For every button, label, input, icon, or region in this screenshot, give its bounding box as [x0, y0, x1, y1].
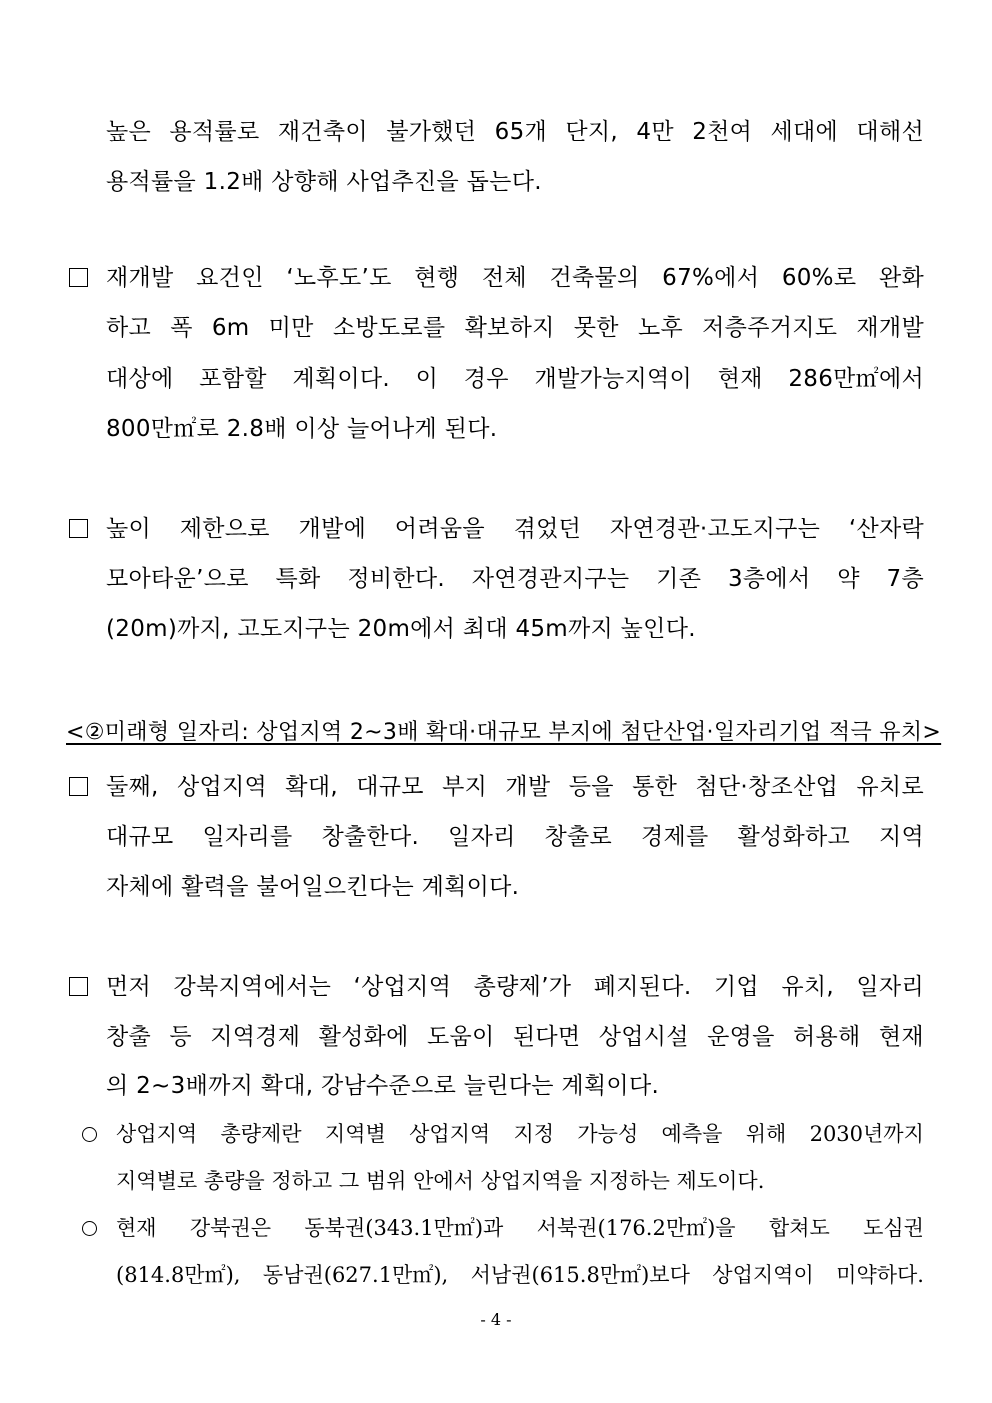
word: 일자리	[856, 974, 924, 1000]
height-line-2	[106, 564, 924, 594]
word: 2천여	[692, 119, 753, 145]
intro-line-1	[106, 117, 924, 147]
redevelopment-line-3	[106, 364, 924, 394]
jobs-line-2	[106, 822, 924, 852]
word: 노후	[637, 315, 684, 341]
word: 위해	[745, 1122, 787, 1146]
word: 재건축이	[277, 119, 368, 145]
word: 창출로	[544, 824, 613, 850]
word: 기존	[656, 566, 702, 592]
word: 재개발	[856, 315, 924, 341]
word: 완화	[878, 265, 924, 291]
word: 불가했던	[386, 119, 477, 145]
word: 저층주거지도	[702, 315, 838, 341]
word: 대상에	[106, 366, 174, 392]
word: 폭	[170, 315, 193, 341]
redevelopment-line-4: 800만㎡로 2.8배 이상 늘어나게 된다.	[106, 416, 498, 442]
word: 총량제란	[220, 1122, 302, 1146]
word: 운영을	[707, 1024, 775, 1050]
word: 포함할	[199, 366, 267, 392]
word: 통한	[632, 774, 678, 800]
page-number: - 4 -	[480, 1310, 512, 1329]
jobs-line-1	[106, 772, 924, 802]
word: 첨단·창조산업	[695, 774, 839, 800]
word: (814.8만㎡),	[116, 1263, 241, 1287]
word: 세대에	[770, 119, 839, 145]
word: 겪었던	[513, 516, 582, 542]
word: 상업지역	[116, 1122, 198, 1146]
word: 현재	[717, 366, 763, 392]
word: 이	[415, 366, 439, 392]
word: 어려움을	[394, 516, 485, 542]
word: 유치,	[781, 974, 834, 1000]
word: 약	[837, 566, 860, 592]
word: 못한	[573, 315, 619, 341]
word: 폐지된다.	[593, 974, 692, 1000]
word: 확대,	[285, 774, 338, 800]
word: 대규모	[356, 774, 424, 800]
word: 65개	[494, 119, 548, 145]
word: 기업	[713, 974, 759, 1000]
word: 자연경관지구는	[471, 566, 630, 592]
word: ‘산자락	[848, 516, 924, 542]
word: 지정	[513, 1122, 555, 1146]
word: 건축물의	[549, 265, 640, 291]
word: 총량제’가	[473, 974, 572, 1000]
word: 정비한다.	[347, 566, 445, 592]
word: 높이	[106, 516, 152, 542]
word: 286만㎡에서	[788, 366, 924, 392]
checkbox-bullet	[69, 777, 88, 796]
checkbox-bullet	[69, 268, 88, 287]
word: 허용해	[793, 1024, 861, 1050]
intro-line-2: 용적률을 1.2배 상향해 사업추진을 돕는다.	[106, 169, 542, 195]
word: 강북지역에서는	[173, 974, 332, 1000]
word: 현재	[878, 1024, 924, 1050]
word: 개발가능지역이	[534, 366, 693, 392]
word: 지역경제	[210, 1024, 301, 1050]
height-line-1	[106, 514, 924, 544]
word: 높은	[106, 119, 152, 145]
word: 창출	[106, 1024, 152, 1050]
word: 현행	[414, 265, 460, 291]
redevelopment-line-1	[106, 263, 924, 293]
word: 확보하지	[464, 315, 555, 341]
word: 미만	[268, 315, 314, 341]
gangbuk-line-3: 의 2~3배까지 확대, 강남수준으로 늘린다는 계획이다.	[106, 1073, 660, 1099]
word: 요건인	[196, 265, 264, 291]
word: 가능성	[577, 1122, 639, 1146]
subtotal-line-2: 지역별로 총량을 정하고 그 범위 안에서 상업지역을 지정하는 제도이다.	[116, 1169, 765, 1193]
word: 일자리를	[202, 824, 293, 850]
word: 하고	[106, 315, 152, 341]
word: 특화	[275, 566, 321, 592]
word: 상업지역	[176, 774, 268, 800]
subtotal-line-1	[116, 1119, 924, 1149]
word: 활성화하고	[737, 824, 851, 850]
word: 모아타운’으로	[106, 566, 249, 592]
jobs-line-3: 자체에 활력을 불어일으킨다는 계획이다.	[106, 874, 520, 900]
word: 4만	[636, 119, 674, 145]
word: ‘상업지역	[353, 974, 452, 1000]
word: 60%로	[781, 265, 857, 291]
word: 유치로	[856, 774, 924, 800]
subcurrent-line-2	[116, 1260, 924, 1290]
word: 6m	[211, 315, 250, 341]
word: 지역	[878, 824, 924, 850]
word: 둘째,	[106, 774, 159, 800]
word: 부지	[442, 774, 488, 800]
word: 전체	[481, 265, 527, 291]
gangbuk-line-1	[106, 972, 924, 1002]
word: 재개발	[106, 265, 174, 291]
word: 대해선	[856, 119, 924, 145]
gangbuk-line-2	[106, 1022, 924, 1052]
word: 도움이	[426, 1024, 495, 1050]
word: 제한으로	[179, 516, 270, 542]
word: 합쳐도	[768, 1216, 830, 1240]
height-line-3: (20m)까지, 고도지구는 20m에서 최대 45m까지 높인다.	[106, 616, 696, 642]
word: 개발	[505, 774, 551, 800]
word: 활성화에	[318, 1024, 409, 1050]
word: 동북권(343.1만㎡)과	[304, 1216, 504, 1240]
word: 서남권(615.8만㎡)보다	[470, 1263, 690, 1287]
word: 동남권(627.1만㎡),	[262, 1263, 449, 1287]
word: 창출한다.	[321, 824, 420, 850]
word: 대규모	[106, 824, 174, 850]
word: 예측을	[661, 1122, 723, 1146]
word: 7층	[886, 566, 924, 592]
word: 3층에서	[727, 566, 811, 592]
circle-bullet	[82, 1221, 97, 1236]
word: 경제를	[640, 824, 709, 850]
word: 도심권	[863, 1216, 924, 1240]
word: 일자리	[448, 824, 516, 850]
word: 상업시설	[598, 1024, 689, 1050]
checkbox-bullet	[69, 519, 88, 538]
circle-bullet	[82, 1127, 97, 1142]
word: 상업지역이	[712, 1263, 814, 1287]
word: 계획이다.	[292, 366, 391, 392]
checkbox-bullet	[69, 977, 88, 996]
word: 소방도로를	[332, 315, 446, 341]
word: 강북권은	[189, 1216, 272, 1240]
word: 용적률로	[169, 119, 260, 145]
word: 개발에	[298, 516, 367, 542]
word: 서북권(176.2만㎡)을	[536, 1216, 736, 1240]
word: 경우	[463, 366, 509, 392]
word: 2030년까지	[809, 1122, 924, 1146]
word: 등	[169, 1024, 192, 1050]
word: 67%에서	[662, 265, 760, 291]
word: ‘노후도’도	[286, 265, 392, 291]
word: 단지,	[565, 119, 619, 145]
word: 현재	[116, 1216, 157, 1240]
word: 상업지역	[409, 1122, 491, 1146]
section-heading: <②미래형 일자리: 상업지역 2~3배 확대·대규모 부지에 첨단산업·일자리기업 적극 유치>	[66, 720, 942, 745]
word: 지역별	[324, 1122, 386, 1146]
word: 등을	[568, 774, 614, 800]
word: 된다면	[512, 1024, 581, 1050]
word: 미약하다.	[836, 1263, 924, 1287]
word: 먼저	[106, 974, 152, 1000]
subcurrent-line-1	[116, 1213, 924, 1243]
redevelopment-line-2	[106, 313, 924, 343]
word: 자연경관·고도지구는	[609, 516, 821, 542]
